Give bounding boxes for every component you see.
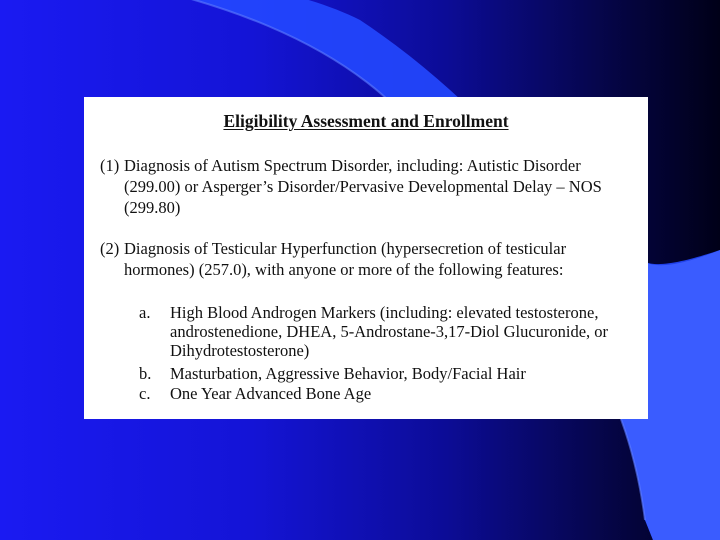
- feature-letter: b.: [139, 364, 152, 383]
- criterion-text: Diagnosis of Testicular Hyperfunction (hypersecretion of testicular hormones) (257.0), with anyone or more of the following features:: [124, 239, 567, 279]
- criterion-text: Diagnosis of Autism Spectrum Disorder, including: Autistic Disorder (299.00) or Asperger’s Disorder/Pervasive Developmental Delay – NOS (299.80): [124, 156, 602, 217]
- feature-text: One Year Advanced Bone Age: [170, 384, 372, 403]
- feature-letter: c.: [139, 384, 151, 403]
- criterion-number: (2): [100, 239, 120, 258]
- document-panel: [84, 97, 648, 419]
- feature-text: High Blood Androgen Markers (including: elevated testosterone, androstenedione, DHEA, 5-Androstane-3,17-Diol Glucuronide, or Dihydrotestosterone): [170, 303, 609, 360]
- feature-letter: a.: [139, 303, 151, 322]
- criterion-number: (1): [100, 156, 120, 175]
- feature-text: Masturbation, Aggressive Behavior, Body/Facial Hair: [170, 364, 526, 383]
- document-title: Eligibility Assessment and Enrollment: [223, 111, 509, 131]
